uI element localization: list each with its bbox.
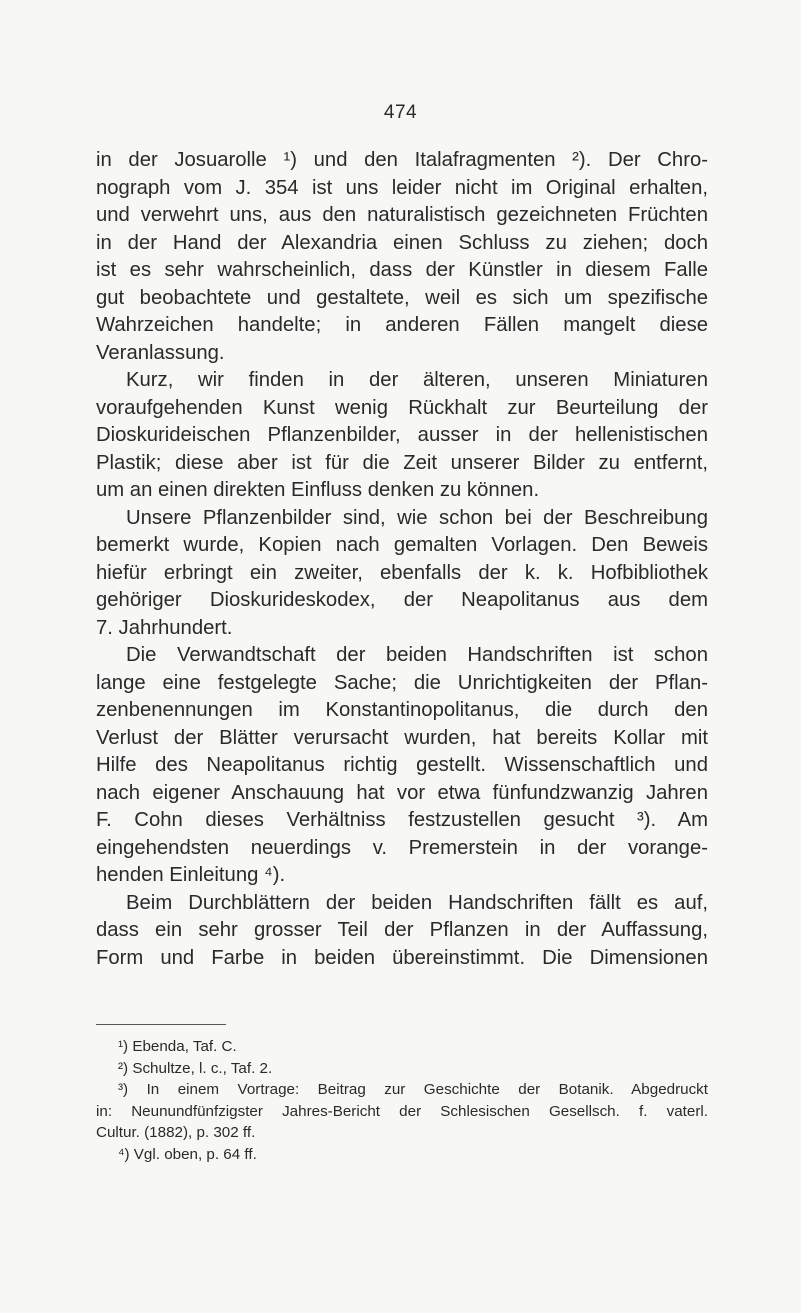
text-line: Form und Farbe in beiden übereinstimmt. Die Dimensionen (96, 946, 708, 969)
text-line: henden Einleitung ⁴). (96, 864, 286, 886)
footnotes (96, 1036, 708, 1166)
text-line: nach eigener Anschauung hat vor etwa fünfundzwanzig Jahren (96, 781, 708, 804)
text-line: lange eine festgelegte Sache; die Unrichtigkeiten der Pflan- (96, 671, 708, 694)
text-line: um an einen direkten Einfluss denken zu können. (96, 479, 540, 501)
text-line: und verwehrt uns, aus den naturalistisch gezeichneten Früchten (96, 204, 708, 226)
footnote-line: in: Neunundfünfzigster Jahres-Bericht der Schlesischen Gesellsch. f. vaterl. (96, 1102, 708, 1120)
text-line: in der Hand der Alexandria einen Schluss zu ziehen; doch (96, 231, 708, 254)
footnote-line: ¹) Ebenda, Taf. C. (118, 1038, 237, 1055)
text-line: Wahrzeichen handelte; in anderen Fällen mangelt diese (96, 314, 708, 336)
text-line: bemerkt wurde, Kopien nach gemalten Vorlagen. Den Beweis (96, 534, 708, 556)
text-line: ist es sehr wahrscheinlich, dass der Künstler in diesem Falle (96, 259, 708, 281)
text-line: Beim Durchblättern der beiden Handschriften fällt es auf, (126, 891, 708, 914)
footnote-line: ⁴) Vgl. oben, p. 64 ff. (118, 1145, 257, 1163)
body-text (96, 147, 708, 972)
text-line: gehöriger Dioskurideskodex, der Neapolitanus aus dem (96, 589, 708, 611)
text-line: dass ein sehr grosser Teil der Pflanzen in der Auffassung, (96, 919, 708, 941)
footnote-divider (96, 1024, 226, 1025)
footnote-line: ²) Schultze, l. c., Taf. 2. (118, 1059, 273, 1077)
text-line: Die Verwandtschaft der beiden Handschriften ist schon (126, 644, 708, 666)
text-line: F. Cohn dieses Verhältniss festzustellen gesucht ³). Am (96, 809, 708, 831)
footnote-line: ³) In einem Vortrage: Beitrag zur Geschichte der Botanik. Abgedruckt (118, 1081, 708, 1099)
text-line: hiefür erbringt ein zweiter, ebenfalls der k. k. Hofbibliothek (96, 561, 708, 584)
text-line: Plastik; diese aber ist für die Zeit unserer Bilder zu entfernt, (96, 451, 708, 474)
text-line: Dioskurideischen Pflanzenbilder, ausser in der hellenistischen (96, 424, 708, 446)
text-line: Kurz, wir finden in der älteren, unseren Miniaturen (126, 369, 708, 391)
text-line: voraufgehenden Kunst wenig Rückhalt zur Beurteilung der (96, 396, 708, 419)
text-line: eingehendsten neuerdings v. Premerstein in der vorange- (96, 836, 708, 859)
text-line: Unsere Pflanzenbilder sind, wie schon bei der Beschreibung (126, 506, 708, 529)
text-line: in der Josuarolle ¹) und den Italafragmenten ²). Der Chro- (96, 149, 708, 171)
text-line: Veranlassung. (96, 341, 225, 364)
text-line: 7. Jahrhundert. (96, 616, 233, 639)
text-line: gut beobachtete und gestaltete, weil es sich um spezifische (96, 286, 708, 309)
footnote-line: Cultur. (1882), p. 302 ff. (96, 1124, 256, 1142)
text-line: Verlust der Blätter verursacht wurden, hat bereits Kollar mit (96, 726, 708, 749)
text-line: nograph vom J. 354 ist uns leider nicht im Original erhalten, (96, 176, 708, 199)
text-line: zenbenennungen im Konstantinopolitanus, die durch den (96, 699, 708, 721)
text-line: Hilfe des Neapolitanus richtig gestellt. Wissenschaftlich und (96, 754, 708, 776)
page-number: 474 (383, 102, 418, 123)
